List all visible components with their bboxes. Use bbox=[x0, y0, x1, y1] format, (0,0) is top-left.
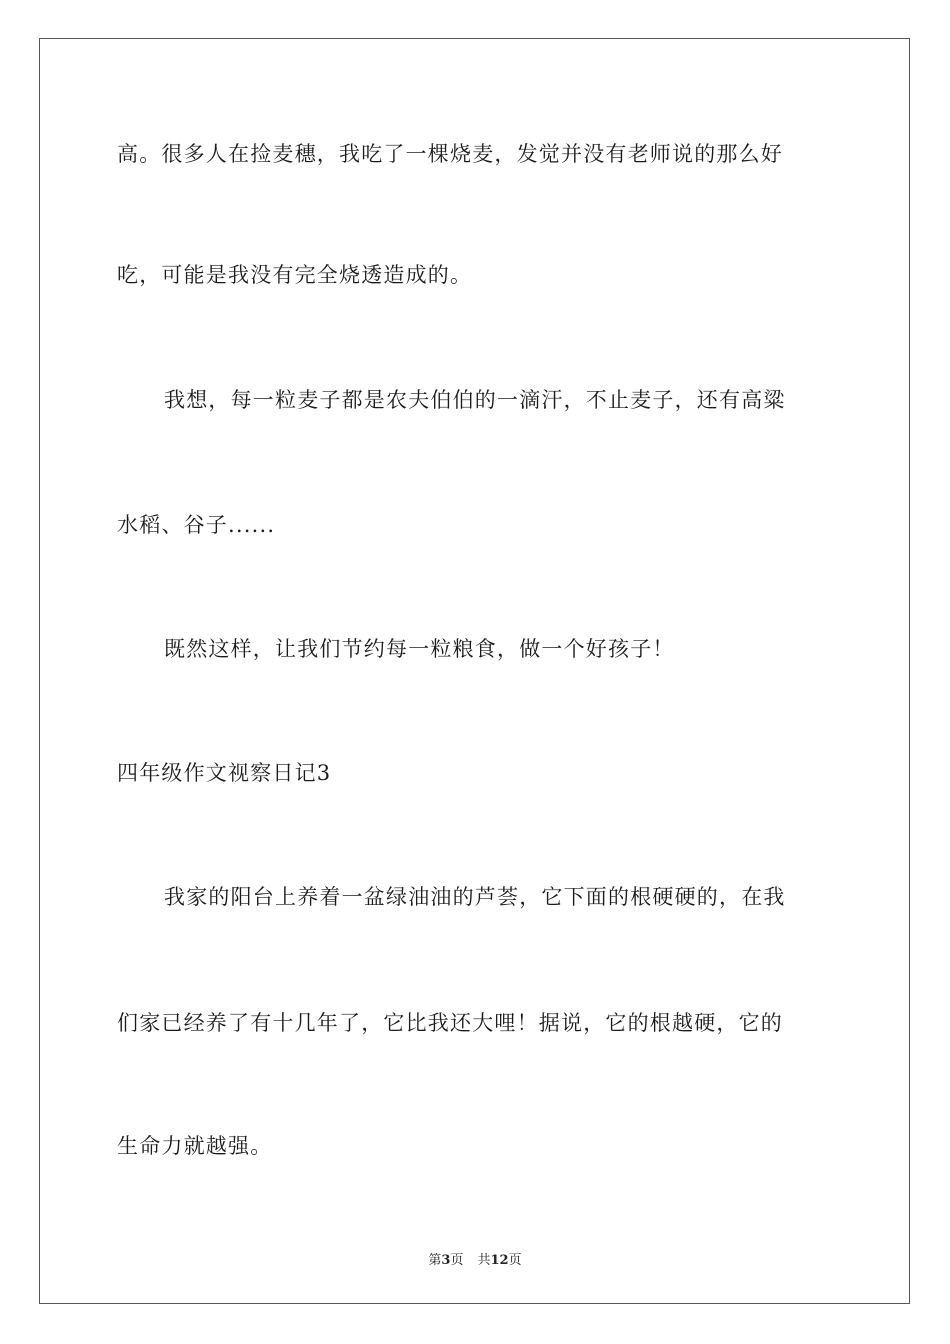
section-heading: 四年级作文视察日记3 bbox=[117, 761, 332, 785]
footer-page-prefix: 第 bbox=[428, 1253, 442, 1268]
paragraph-line-2: 吃，可能是我没有完全烧透造成的。 bbox=[117, 263, 473, 287]
page-footer bbox=[0, 1249, 950, 1268]
paragraph-line-3: 我想，每一粒麦子都是农夫伯伯的一滴汗，不止麦子，还有高粱 bbox=[164, 388, 786, 412]
paragraph-line-7: 我家的阳台上养着一盆绿油油的芦荟，它下面的根硬硬的，在我 bbox=[164, 885, 786, 909]
footer-total-pages: 12 bbox=[490, 1253, 509, 1268]
paragraph-line-1: 高。很多人在捡麦穗，我吃了一棵烧麦，发觉并没有老师说的那么好 bbox=[117, 142, 783, 166]
paragraph-line-8: 们家已经养了有十几年了，它比我还大哩！据说，它的根越硬，它的 bbox=[117, 1011, 783, 1035]
footer-page-suffix: 页 bbox=[450, 1253, 464, 1268]
paragraph-line-9: 生命力就越强。 bbox=[117, 1134, 273, 1158]
paragraph-line-5: 既然这样，让我们节约每一粒粮食，做一个好孩子！ bbox=[164, 637, 675, 661]
page-border bbox=[39, 38, 910, 1304]
footer-total-suffix: 页 bbox=[508, 1253, 522, 1268]
footer-page-number: 3 bbox=[441, 1253, 451, 1268]
paragraph-line-4: 水稻、谷子...... bbox=[117, 513, 276, 537]
footer-total-prefix: 共 bbox=[477, 1253, 491, 1268]
